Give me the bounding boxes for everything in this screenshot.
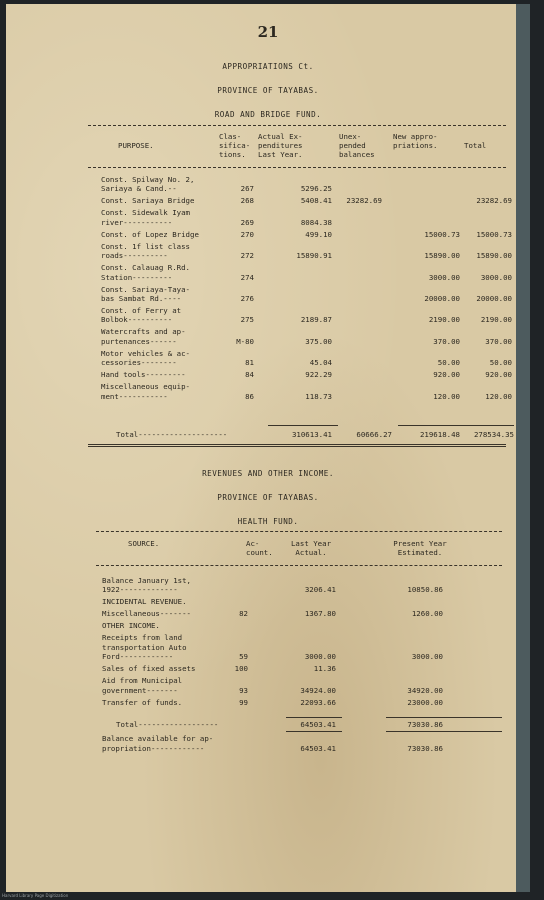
section1-bottom-double-rule [88,444,506,447]
row-actual: 118.73 [305,391,332,401]
row-purpose: Const. Sariaya Bridge [101,196,195,206]
row-account: 93 [239,685,248,695]
col-header-unexpended: balances [339,150,375,159]
total-unexpended: 60666.27 [356,430,392,439]
col-header-unexpended: Unex- [339,132,362,141]
row-purpose: Motor vehicles & ac- [101,348,190,358]
row-total: 23282.69 [476,196,512,206]
row-purpose: Const. Spilway No. 2, [101,175,195,184]
col-header-new: New appro- [393,132,438,141]
row-source: OTHER INCOME. [102,621,160,631]
row-total: 15890.00 [476,251,512,261]
col-header-purpose: PURPOSE. [118,141,154,150]
header-top-dash [88,125,506,126]
balance-present-year: 73030.86 [407,744,443,753]
row-source: Receipts from land [102,633,183,643]
row-actual: 375.00 [305,336,332,346]
col-header-total: Total [464,141,487,150]
row-purpose: roads---------- [101,251,168,261]
section1-province: PROVINCE OF TAYABAS. [217,86,319,95]
row-class: 270 [240,229,254,239]
row-class: 274 [240,272,254,282]
balance-label: Balance available for ap- [102,734,214,743]
row-actual: 8084.38 [300,217,332,227]
section1-title: APPROPRIATIONS Ct. [222,62,314,71]
row-present-year: 23000.00 [407,697,443,707]
row-source: 1922------------- [102,585,178,595]
actual-underline [268,425,338,426]
row-class: 272 [240,251,254,261]
row-class: M-80 [236,336,254,346]
section2-fund: HEALTH FUND. [237,517,299,526]
row-actual: 499.10 [305,229,332,239]
row-purpose: cessories-------- [101,358,177,368]
row-account: 100 [234,664,248,674]
row-new: 15000.73 [424,229,460,239]
row-source: transportation Auto [102,642,187,652]
balance-label: propriation------------ [102,744,205,753]
row-total: 15000.73 [476,229,512,239]
row-purpose: Const. 1f list class [101,241,190,251]
row-purpose: ment----------- [101,391,168,401]
row-purpose: Hand tools--------- [101,370,186,380]
section2-header-top-dash [96,531,502,532]
row-actual: 2189.87 [300,315,332,325]
row-class: 86 [245,391,254,401]
row-purpose: Const. of Lopez Bridge [101,229,199,239]
footer-text: Harvard Library Page Digitization [2,893,69,898]
row-account: 99 [239,697,248,707]
row-total: 2190.00 [480,315,512,325]
col-header-actual: penditures [258,141,303,150]
page-edge [516,4,530,892]
row-unexpended: 23282.69 [346,196,382,206]
row-new: 3000.00 [428,272,460,282]
section2-header-bottom-dash [96,565,502,566]
section2-title: REVENUES AND OTHER INCOME. [202,469,334,478]
row-total: 20000.00 [476,294,512,303]
row-last-year: 11.36 [313,664,336,674]
col-header-account: Ac- [246,539,260,548]
row-actual: 922.29 [305,370,332,380]
row-total: 370.00 [485,336,512,346]
page-number: 21 [257,23,279,41]
row-new: 120.00 [433,391,460,401]
row-source: Miscellaneous------- [102,609,191,619]
row-source: INCIDENTAL REVENUE. [102,597,187,607]
row-last-year: 3000.00 [304,652,336,662]
total-total: 278534.35 [473,430,514,439]
row-new: 15890.00 [424,251,460,261]
col-header-class: Clas- [219,132,242,141]
row-actual: 45.04 [309,358,332,368]
row-last-year: 34924.00 [300,685,336,695]
row-purpose: Const. Calauag R.Rd. [101,263,190,273]
row-last-year: 1367.80 [304,609,336,619]
row-class: 276 [240,294,254,303]
new-underline [398,425,514,426]
section2-total-present-year: 73030.86 [407,720,443,729]
col-header-unexpended: pended [339,141,366,150]
row-purpose: Sariaya & Cand.-- [101,184,177,194]
row-new: 20000.00 [424,294,460,303]
present-year-total-underline [386,731,502,732]
col-header-actual: Last Year. [258,150,303,159]
row-present-year: 3000.00 [411,652,443,662]
row-purpose: Const. of Ferry at [101,306,182,315]
row-actual: 15890.91 [296,251,332,261]
row-total: 920.00 [485,370,512,380]
last-year-underline [286,717,342,718]
row-purpose: Watercrafts and ap- [101,327,186,337]
row-account: 59 [239,652,248,662]
row-source: Transfer of funds. [102,697,183,707]
header-bottom-dash [88,167,506,168]
row-total: 50.00 [489,358,512,368]
col-header-last-year: Actual. [295,548,327,557]
row-last-year: 3206.41 [304,585,336,595]
row-source: Aid from Municipal [102,676,183,686]
col-header-present-year: Estimated. [397,548,443,557]
section2-total-label: Total------------------ [116,720,219,729]
row-class: 84 [245,370,254,380]
row-new: 2190.00 [428,315,460,325]
row-source: Sales of fixed assets [102,664,196,674]
row-actual: 5296.25 [300,184,332,194]
row-class: 275 [240,315,254,325]
row-source: government------- [102,685,178,695]
balance-last-year: 64503.41 [300,744,336,753]
col-header-account: count. [246,548,273,557]
row-new: 370.00 [433,336,460,346]
row-purpose: purtenances------ [101,336,177,346]
last-year-total-underline [286,731,342,732]
total-actual: 310613.41 [291,430,332,439]
total-label: Total-------------------- [116,430,228,439]
present-year-underline [386,717,502,718]
row-purpose: bas Sambat Rd.---- [101,294,182,303]
col-header-new: priations. [393,141,438,150]
section2-province: PROVINCE OF TAYABAS. [217,493,319,502]
col-header-actual: Actual Ex- [258,132,303,141]
row-new: 920.00 [433,370,460,380]
row-present-year: 1260.00 [411,609,443,619]
col-header-present-year: Present Year [393,539,447,548]
section2-total-last-year: 64503.41 [300,720,336,729]
row-purpose: Miscellaneous equip- [101,382,190,392]
col-header-source: SOURCE. [128,539,160,548]
row-actual: 5408.41 [300,196,332,206]
row-present-year: 34920.00 [407,685,443,695]
col-header-class: tions. [219,150,246,159]
col-header-last-year: Last Year [290,539,332,548]
row-new: 50.00 [437,358,460,368]
total-new: 219618.48 [419,430,460,439]
row-purpose: Station--------- [101,272,173,282]
row-present-year: 10850.86 [407,585,443,595]
row-class: 267 [240,184,254,194]
row-class: 268 [240,196,254,206]
row-source: Ford------------ [102,652,174,662]
row-total: 120.00 [485,391,512,401]
row-purpose: river----------- [101,217,173,227]
row-purpose: Const. Sariaya-Taya- [101,284,190,294]
row-class: 81 [245,358,254,368]
col-header-class: sifica- [219,141,251,150]
row-total: 3000.00 [480,272,512,282]
document-page [6,4,530,892]
row-source: Balance January 1st, [102,576,191,585]
row-class: 269 [240,217,254,227]
section1-fund: ROAD AND BRIDGE FUND. [214,110,322,119]
row-account: 82 [239,609,248,619]
row-purpose: Const. Sidewalk Iyam [101,208,190,218]
row-last-year: 22093.66 [300,697,336,707]
row-purpose: Bolbok---------- [101,315,173,325]
